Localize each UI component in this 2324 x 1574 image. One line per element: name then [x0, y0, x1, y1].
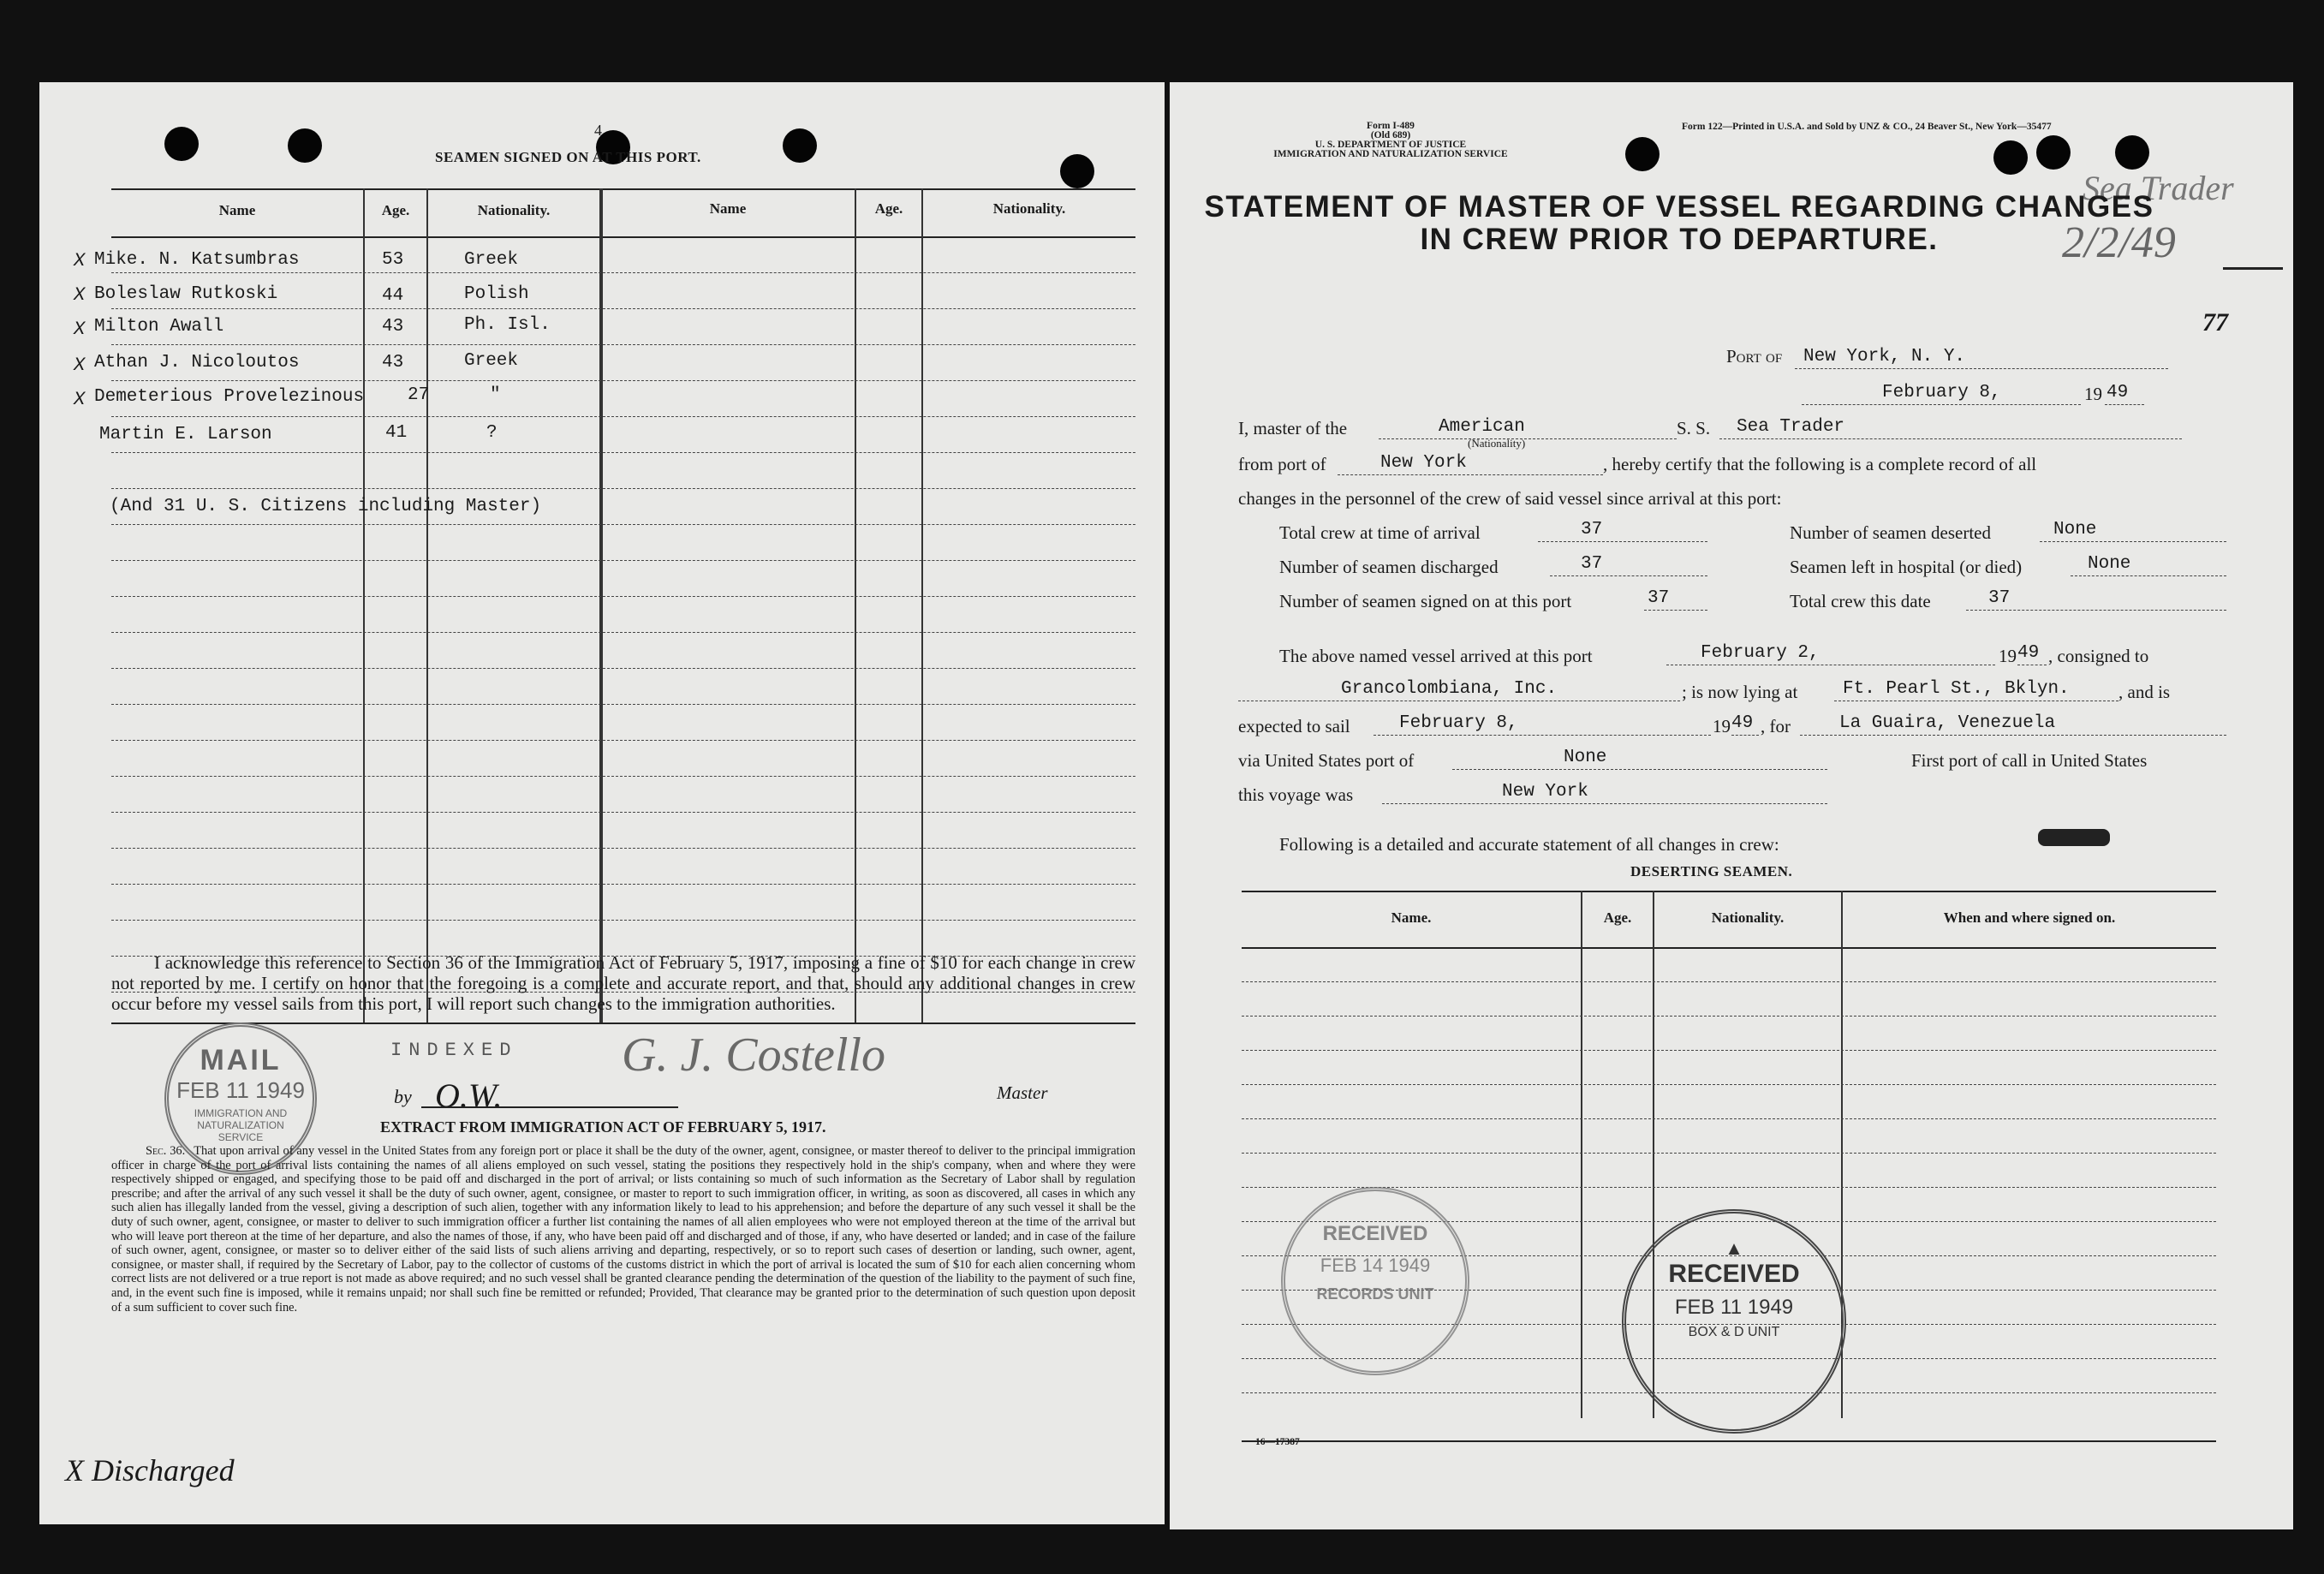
stat-label: Number of seamen discharged	[1279, 557, 1499, 577]
consignee-field: Grancolombiana, Inc.	[1238, 678, 1680, 701]
seaman-age: 41	[385, 423, 408, 443]
mail-stamp: MAIL FEB 11 1949 IMMIGRATION AND NATURALIZATION SERVICE	[164, 1023, 317, 1175]
received-stamp-records: RECEIVED FEB 14 1949 RECORDS UNIT	[1281, 1187, 1469, 1375]
seaman-nationality: Polish	[464, 284, 529, 304]
destination-field: La Guaira, Venezuela	[1800, 712, 2226, 736]
lying-field: Ft. Pearl St., Bklyn.	[1834, 678, 2118, 701]
arrived-label: The above named vessel arrived at this port	[1279, 646, 1593, 666]
table-bottom-rule	[111, 1023, 1135, 1024]
stat-label: Number of seamen deserted	[1790, 522, 1991, 543]
stat-field: 37	[1550, 553, 1707, 576]
page-number: 4	[594, 122, 602, 139]
column-header-name: Name.	[1391, 909, 1432, 926]
column-header-nationality: Nationality.	[992, 200, 1066, 217]
seaman-name: Martin E. Larson	[99, 425, 272, 444]
column-header-signed-on: When and where signed on.	[1943, 909, 2116, 926]
column-header-nationality: Nationality.	[1711, 909, 1785, 926]
stat-field: None	[2040, 519, 2226, 542]
table-header-rule	[111, 236, 1135, 238]
changes-text: changes in the personnel of the crew of said vessel since arrival at this port:	[1238, 488, 1782, 509]
acknowledgment-text: I acknowledge this reference to Section 36 of the Immigration Act of February 5, 1917, imposing a fine of $10 for each change in crew not reported by me. I certify on honor that the foregoing is a complete and accurate report, and that, should any additional changes in crew occur before my vessel sails from this port, I will report such changes to the immigration authorities.	[111, 952, 1135, 1014]
section-body: That upon arrival of any vessel in the United States from any foreign port or place it shall be the duty of the owner, agent, consignee, or master thereof to deliver to the principal immigration officer in charge of the port of arrival lists containing the names of all aliens employed on such vessel, stating the positions they respectively hold in the ship's company, when and where they were respectively shipped or engaged, and specifying those to be paid off and discharged in the port of arrival; or lists containing so much of such information as the Secretary of Labor shall by regulation prescribe; and after the arrival of any such vessel it shall be the duty of such owner, agent, consignee, or master to report to such immigration officer, in writing, as soon as discovered, all cases in which any such alien has illegally landed from the vessel, giving a description of such alien, together with any information likely to lead to his apprehension; and before the departure of any such vessel it shall be the duty of such owner, agent, consignee, or master to deliver to such immigration officer a further list containing the names of all alien employees who were not employed thereon at the time of the arrival but who will leave port thereon at the time of her departure, and also the names of those, if any, who have been paid off and discharged and of those, if any, who have deserted or landed; and in case of the failure of such owner, agent, consignee, or master so to deliver either of the said lists of such aliens arriving and departing, respectively, or so to report such cases of desertion or landing, such owner, agent, consignee, or master shall, if required by the Secretary of Labor, pay to the collector of customs of the customs district in which the port of arrival is located the sum of $10 for each alien concerning whom correct lists are not delivered or a true report is not made as above required; and no such vessel shall be granted clearance pending the determination of the question of the liability to the payment of such fine, and, in the event such fine is imposed, while it remains unpaid; nor shall such fine be remitted or refunded; Provided, That clearance may be granted prior to the determination of such question upon deposit of a sum sufficient to cover such fine.	[111, 1144, 1135, 1315]
stat-field: None	[2071, 553, 2226, 576]
seaman-nationality: "	[490, 385, 501, 405]
and-is-label: , and is	[2118, 682, 2171, 702]
port-field: New York, N. Y.	[1795, 346, 2168, 369]
following-text: Following is a detailed and accurate statement of all changes in crew:	[1279, 834, 1779, 855]
column-header-age: Age.	[874, 200, 903, 217]
received-stamp-box: ▲ RECEIVED FEB 11 1949 BOX & D UNIT	[1622, 1209, 1846, 1434]
col-divider	[1581, 891, 1582, 1418]
this-voyage-label: this voyage was	[1238, 784, 1354, 805]
date-field: February 8,	[1802, 382, 2081, 405]
right-page	[1170, 82, 2293, 1529]
year-prefix: 19	[2084, 384, 2102, 404]
struck-mark	[2038, 829, 2110, 846]
punch-hole-icon	[288, 128, 322, 163]
lying-label: ; is now lying at	[1682, 682, 1798, 702]
via-label: via United States port of	[1238, 750, 1415, 771]
by-initials: O.W.	[435, 1076, 503, 1115]
seaman-age: 53	[382, 250, 404, 270]
left-page	[39, 82, 1165, 1524]
ss-label: S. S.	[1677, 418, 1711, 438]
seaman-age: 43	[382, 317, 404, 337]
stat-label: Number of seamen signed on at this port	[1279, 591, 1572, 611]
discharged-mark: X	[74, 319, 86, 340]
discharged-footnote: X Discharged	[65, 1453, 235, 1488]
handwritten-date: 2/2/49	[2062, 218, 2176, 267]
table-top-rule	[111, 188, 1135, 190]
deserting-header-rule	[1242, 947, 2216, 949]
arrived-field: February 2,	[1666, 642, 1995, 665]
seaman-name: Athan J. Nicoloutos	[94, 353, 300, 373]
arrived-year-field: 49	[2017, 642, 2047, 665]
section-title: SEAMEN SIGNED ON AT THIS PORT.	[435, 149, 701, 165]
form-number: 16—17387	[1255, 1437, 1300, 1447]
seaman-nationality: Greek	[464, 351, 519, 371]
port-label: Port of	[1726, 346, 1783, 367]
seaman-nationality: Greek	[464, 250, 519, 270]
column-header-name: Name	[709, 200, 747, 217]
deserting-top-rule	[1242, 891, 2216, 892]
by-label: by	[394, 1086, 412, 1107]
for-label: , for	[1761, 716, 1791, 736]
seaman-nationality: ?	[486, 423, 498, 443]
from-port-label: from port of	[1238, 454, 1326, 474]
seaman-nationality: Ph. Isl.	[464, 315, 551, 335]
deserting-bottom-rule	[1242, 1440, 2216, 1442]
seaman-name: Boleslaw Rutkoski	[94, 284, 278, 304]
handwritten-vessel: Sea Trader	[2083, 169, 2234, 207]
discharged-mark: X	[74, 250, 86, 271]
seaman-name: Milton Awall	[94, 317, 224, 337]
punch-hole-icon	[2115, 135, 2149, 170]
seaman-age: 44	[382, 286, 404, 306]
seaman-age: 43	[382, 353, 404, 373]
stat-label: Total crew this date	[1790, 591, 1931, 611]
nationality-caption: (Nationality)	[1468, 437, 1526, 450]
nationality-field: American	[1379, 416, 1677, 439]
certify-text: , hereby certify that the following is a complete record of all	[1603, 454, 2037, 474]
master-label: Master	[997, 1082, 1048, 1103]
col-divider	[426, 188, 428, 1023]
col-divider	[921, 188, 923, 1023]
stat-label: Total crew at time of arrival	[1279, 522, 1481, 543]
column-header-age: Age.	[381, 202, 410, 218]
first-port-label: First port of call in United States	[1911, 750, 2148, 771]
seaman-name: Mike. N. Katsumbras	[94, 250, 300, 270]
column-header-name: Name	[218, 202, 256, 218]
seaman-name: Demeterious Provelezinous	[94, 387, 365, 407]
punch-hole-icon	[164, 127, 199, 161]
expected-year-prefix: 19	[1713, 716, 1731, 736]
consigned-label: , consigned to	[2048, 646, 2149, 666]
extract-title: EXTRACT FROM IMMIGRATION ACT OF FEBRUARY 5, 1917.	[380, 1118, 826, 1136]
col-divider	[855, 188, 856, 1023]
discharged-mark: X	[74, 389, 86, 410]
indexed-stamp: INDEXED	[390, 1040, 518, 1061]
discharged-mark: X	[74, 284, 86, 306]
stat-field: 37	[1538, 519, 1707, 542]
citizens-note: (And 31 U. S. Citizens including Master)	[110, 497, 542, 516]
arrived-year-prefix: 19	[1999, 646, 2017, 666]
form-block: Form I-489 (Old 689) U. S. DEPARTMENT OF JUSTICE IMMIGRATION AND NATURALIZATION SERVICE	[1273, 121, 1508, 159]
master-signature: G. J. Costello	[622, 1028, 885, 1082]
col-divider	[363, 188, 365, 1023]
by-line	[421, 1106, 678, 1108]
discharged-mark: X	[74, 355, 86, 376]
section-label: Sec. 36.	[146, 1144, 186, 1158]
from-port-field: New York	[1338, 452, 1603, 475]
expected-field: February 8,	[1374, 712, 1711, 736]
stat-field: 37	[1966, 587, 2226, 611]
stat-label: Seamen left in hospital (or died)	[1790, 557, 2023, 577]
col-divider	[599, 188, 603, 1023]
column-header-nationality: Nationality.	[477, 202, 551, 218]
section-36-text	[111, 1144, 1135, 1315]
punch-hole-icon	[783, 128, 817, 163]
stat-field: 37	[1644, 587, 1707, 611]
punch-hole-icon	[2036, 135, 2071, 170]
vessel-name-field: Sea Trader	[1719, 416, 2182, 439]
column-header-age: Age.	[1603, 909, 1632, 926]
form-title-line2: IN CREW PRIOR TO DEPARTURE.	[1420, 223, 1939, 256]
punch-hole-icon	[1993, 140, 2028, 175]
punch-hole-icon	[1625, 137, 1660, 171]
year-field: 49	[2105, 382, 2144, 405]
page-mark: 77	[2202, 308, 2228, 337]
deserting-title: DESERTING SEAMEN.	[1630, 863, 1793, 879]
expected-year-field: 49	[1731, 712, 1759, 736]
expected-label: expected to sail	[1238, 716, 1350, 736]
master-of-label: I, master of the	[1238, 418, 1348, 438]
seaman-age: 27	[408, 385, 430, 405]
punch-hole-icon	[1060, 154, 1094, 188]
form-title-line1: STATEMENT OF MASTER OF VESSEL REGARDING CHANGES	[1204, 190, 2154, 224]
first-port-field: New York	[1382, 781, 1827, 804]
date-dash	[2223, 267, 2283, 270]
via-field: None	[1452, 747, 1827, 770]
printer-note: Form 122—Printed in U.S.A. and Sold by UNZ & CO., 24 Beaver St., New York—35477	[1682, 122, 2052, 132]
